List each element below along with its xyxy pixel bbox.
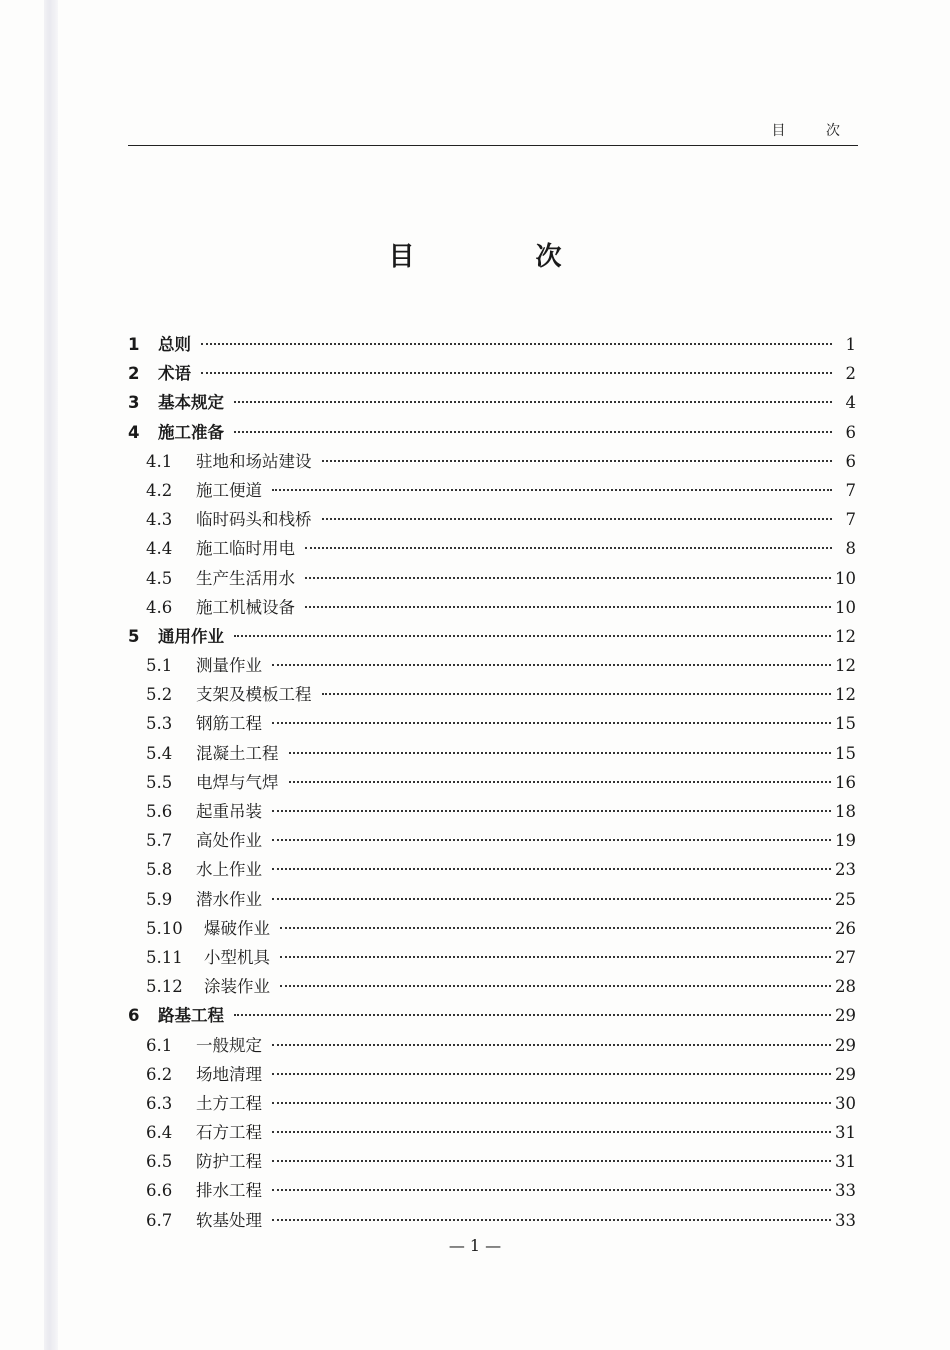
toc-section-entry[interactable]: [128, 506, 856, 535]
toc-section-entry[interactable]: [128, 594, 856, 623]
toc-dot-leader: [272, 1189, 831, 1191]
toc-section-entry[interactable]: [128, 1207, 856, 1236]
toc-entry-page: 12: [835, 685, 856, 705]
toc-entry-title: 术语: [158, 364, 191, 384]
toc-entry-number: 5.2: [146, 685, 173, 705]
toc-entry-page: 12: [835, 656, 856, 676]
toc-entry-number: 5.12: [146, 977, 183, 997]
toc-entry-number: 6.4: [146, 1123, 173, 1143]
toc-section-entry[interactable]: [128, 827, 856, 856]
toc-entry-page: 26: [835, 918, 856, 938]
toc-section-entry[interactable]: [128, 769, 856, 798]
toc-dot-leader: [234, 635, 831, 637]
toc-dot-leader: [272, 664, 831, 666]
toc-section-entry[interactable]: [128, 652, 856, 681]
toc-section-entry[interactable]: [128, 1119, 856, 1148]
toc-chapter-entry[interactable]: [128, 360, 856, 389]
toc-entry-number: 5.6: [146, 802, 173, 821]
toc-entry-number: 1: [128, 335, 140, 354]
toc-entry-page: 7: [845, 480, 856, 500]
toc-entry-title: 土方工程: [196, 1093, 262, 1113]
toc-section-entry[interactable]: [128, 798, 856, 827]
toc-dot-leader: [272, 1160, 831, 1162]
toc-entry-title: 施工机械设备: [196, 597, 295, 617]
toc-entry-number: 6.5: [146, 1152, 173, 1172]
toc-chapter-entry[interactable]: [128, 1002, 856, 1031]
toc-section-entry[interactable]: [128, 535, 856, 564]
toc-entry-title: 爆破作业: [204, 918, 270, 938]
toc-dot-leader: [272, 868, 831, 870]
page-spine-shadow: [44, 0, 58, 1350]
toc-entry-number: 5: [128, 626, 140, 646]
toc-section-entry[interactable]: [128, 448, 856, 477]
toc-dot-leader: [280, 956, 831, 958]
toc-dot-leader: [272, 898, 831, 900]
toc-dot-leader: [280, 927, 831, 929]
toc-entry-page: 10: [835, 568, 856, 588]
table-of-contents: [128, 331, 856, 1236]
toc-entry-title: 驻地和场站建设: [196, 451, 312, 471]
toc-chapter-entry[interactable]: [128, 389, 856, 418]
toc-dot-leader: [322, 460, 833, 462]
toc-chapter-entry[interactable]: [128, 419, 856, 448]
toc-entry-number: 6.7: [146, 1210, 173, 1230]
toc-section-entry[interactable]: [128, 740, 856, 769]
toc-dot-leader: [289, 781, 832, 783]
toc-section-entry[interactable]: [128, 1177, 856, 1206]
toc-section-entry[interactable]: [128, 1061, 856, 1090]
toc-entry-page: 12: [835, 626, 856, 646]
toc-chapter-entry[interactable]: [128, 623, 856, 652]
toc-dot-leader: [305, 547, 832, 549]
toc-entry-number: 4.3: [146, 510, 173, 530]
toc-dot-leader: [272, 810, 831, 812]
toc-entry-page: 31: [835, 1123, 856, 1143]
toc-entry-page: 6: [845, 422, 856, 442]
toc-entry-title: 临时码头和栈桥: [196, 510, 312, 530]
toc-section-entry[interactable]: [128, 710, 856, 739]
toc-section-entry[interactable]: [128, 886, 856, 915]
toc-entry-title: 防护工程: [196, 1152, 262, 1172]
toc-entry-number: 5.11: [146, 947, 183, 967]
toc-entry-number: 3: [128, 393, 140, 413]
toc-entry-number: 5.1: [146, 656, 173, 676]
toc-entry-page: 27: [835, 947, 856, 967]
toc-section-entry[interactable]: [128, 681, 856, 710]
toc-entry-number: 4.1: [146, 451, 173, 471]
toc-dot-leader: [272, 1044, 831, 1046]
toc-entry-number: 4.5: [146, 568, 173, 588]
toc-entry-number: 5.7: [146, 831, 173, 851]
page-number: — 1 —: [448, 1236, 502, 1255]
toc-entry-title: 支架及模板工程: [196, 685, 312, 705]
toc-dot-leader: [234, 431, 832, 433]
toc-entry-number: 4: [128, 422, 140, 442]
toc-entry-page: 2: [845, 364, 856, 384]
toc-dot-leader: [272, 1073, 831, 1075]
toc-entry-page: 4: [845, 393, 856, 413]
toc-entry-title: 总则: [158, 335, 191, 354]
toc-dot-leader: [272, 1219, 831, 1221]
toc-entry-title: 涂装作业: [204, 977, 270, 997]
toc-entry-title: 一般规定: [196, 1035, 262, 1055]
toc-entry-title: 钢筋工程: [196, 714, 262, 734]
toc-entry-page: 30: [835, 1093, 856, 1113]
toc-entry-number: 5.10: [146, 918, 183, 938]
toc-entry-page: 28: [835, 977, 856, 997]
toc-section-entry[interactable]: [128, 856, 856, 885]
toc-chapter-entry[interactable]: [128, 331, 856, 360]
toc-section-entry[interactable]: [128, 565, 856, 594]
toc-entry-number: 4.6: [146, 597, 173, 617]
toc-entry-number: 6.2: [146, 1064, 173, 1084]
toc-entry-number: 6: [128, 1006, 140, 1026]
toc-entry-page: 10: [835, 597, 856, 617]
toc-entry-number: 6.6: [146, 1181, 173, 1201]
toc-entry-title: 混凝土工程: [196, 743, 279, 763]
toc-dot-leader: [201, 372, 832, 374]
toc-dot-leader: [322, 693, 832, 695]
header-rule: [128, 145, 858, 146]
toc-entry-title: 软基处理: [196, 1210, 262, 1230]
toc-dot-leader: [234, 401, 832, 403]
toc-entry-page: 33: [835, 1181, 856, 1201]
toc-section-entry[interactable]: [128, 944, 856, 973]
toc-section-entry[interactable]: [128, 1032, 856, 1061]
page-title: 目 次: [388, 242, 618, 272]
toc-entry-number: 6.3: [146, 1093, 173, 1113]
toc-entry-number: 6.1: [146, 1035, 173, 1055]
toc-entry-page: 29: [835, 1006, 856, 1026]
toc-entry-title: 施工便道: [196, 480, 262, 500]
toc-entry-page: 29: [835, 1064, 856, 1084]
toc-dot-leader: [305, 577, 831, 579]
toc-dot-leader: [305, 606, 831, 608]
toc-entry-title: 测量作业: [196, 656, 262, 676]
toc-entry-title: 潜水作业: [196, 889, 262, 909]
toc-dot-leader: [272, 1102, 831, 1104]
toc-entry-page: 6: [845, 451, 856, 471]
toc-entry-title: 路基工程: [158, 1006, 224, 1026]
toc-dot-leader: [272, 1131, 831, 1133]
toc-entry-page: 15: [835, 743, 856, 763]
toc-entry-number: 5.3: [146, 714, 173, 734]
toc-entry-title: 生产生活用水: [196, 568, 295, 588]
toc-entry-title: 水上作业: [196, 860, 262, 880]
toc-entry-page: 7: [845, 510, 856, 530]
toc-dot-leader: [272, 839, 831, 841]
toc-entry-page: 25: [835, 889, 856, 909]
toc-entry-title: 排水工程: [196, 1181, 262, 1201]
toc-entry-title: 场地清理: [196, 1064, 262, 1084]
toc-entry-title: 施工临时用电: [196, 539, 295, 559]
toc-entry-title: 石方工程: [196, 1123, 262, 1143]
toc-entry-number: 5.9: [146, 889, 173, 909]
toc-dot-leader: [289, 752, 832, 754]
toc-entry-page: 15: [835, 714, 856, 734]
toc-entry-number: 4.4: [146, 539, 173, 559]
toc-section-entry[interactable]: [128, 973, 856, 1002]
toc-dot-leader: [322, 518, 833, 520]
toc-entry-page: 1: [845, 335, 856, 354]
toc-entry-page: 31: [835, 1152, 856, 1172]
toc-entry-number: 2: [128, 364, 140, 384]
toc-section-entry[interactable]: [128, 1090, 856, 1119]
toc-entry-number: 4.2: [146, 480, 173, 500]
toc-dot-leader: [201, 343, 832, 345]
toc-entry-page: 18: [835, 802, 856, 821]
running-header: 目 次: [771, 123, 858, 139]
toc-dot-leader: [234, 1014, 831, 1016]
toc-entry-title: 高处作业: [196, 831, 262, 851]
toc-entry-title: 起重吊装: [196, 802, 262, 821]
toc-section-entry[interactable]: [128, 477, 856, 506]
toc-entry-page: 23: [835, 860, 856, 880]
toc-section-entry[interactable]: [128, 1148, 856, 1177]
toc-entry-page: 29: [835, 1035, 856, 1055]
toc-entry-title: 通用作业: [158, 626, 224, 646]
toc-entry-number: 5.5: [146, 772, 173, 792]
toc-dot-leader: [272, 722, 831, 724]
toc-entry-title: 小型机具: [204, 947, 270, 967]
toc-entry-title: 基本规定: [158, 393, 224, 413]
toc-dot-leader: [280, 985, 831, 987]
toc-entry-page: 8: [845, 539, 856, 559]
toc-entry-page: 33: [835, 1210, 856, 1230]
toc-entry-page: 16: [835, 772, 856, 792]
toc-section-entry[interactable]: [128, 915, 856, 944]
toc-entry-title: 电焊与气焊: [196, 772, 279, 792]
toc-entry-page: 19: [835, 831, 856, 851]
toc-entry-number: 5.8: [146, 860, 173, 880]
toc-entry-number: 5.4: [146, 743, 173, 763]
toc-dot-leader: [272, 489, 832, 491]
toc-entry-title: 施工准备: [158, 422, 224, 442]
